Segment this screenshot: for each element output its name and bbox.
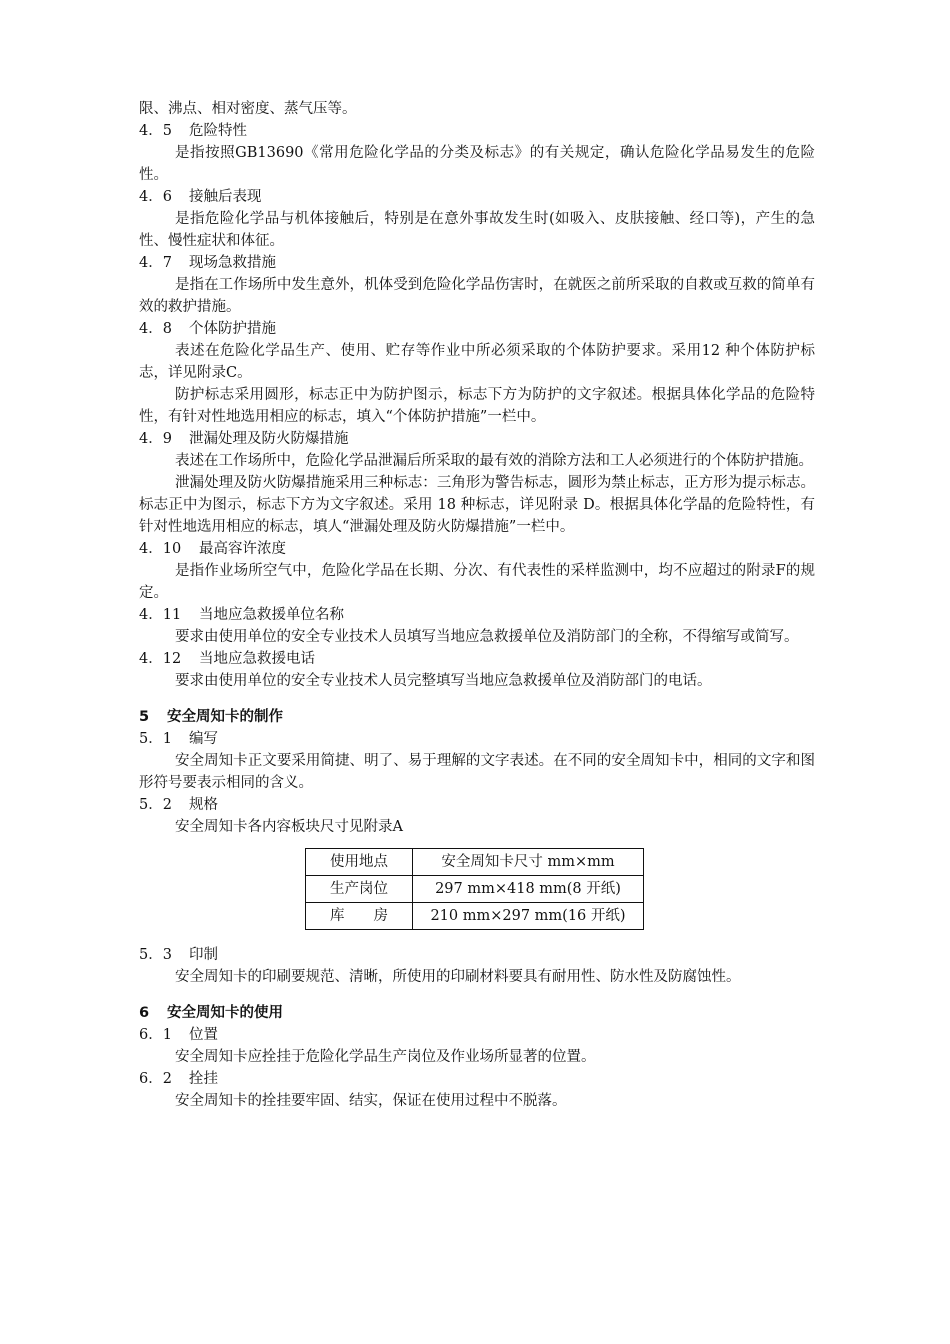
- paragraph: 安全周知卡的拴挂要牢固、结实，保证在使用过程中不脱落。: [175, 1093, 567, 1109]
- document-page: [139, 98, 815, 1112]
- section-heading: [139, 252, 815, 274]
- section-heading: [139, 318, 815, 340]
- table-header-cell: 使用地点: [306, 849, 413, 876]
- chapter-heading: [139, 706, 815, 728]
- section-title: 编写: [189, 731, 218, 747]
- size-table-wrapper: [305, 848, 815, 930]
- section-title: 当地应急救援电话: [199, 651, 315, 667]
- chapter-number: 6: [139, 1005, 150, 1021]
- section-title: 危险特性: [189, 123, 247, 139]
- section-heading: [139, 186, 815, 208]
- section-number: 4．10: [139, 541, 182, 557]
- paragraph: 安全周知卡各内容板块尺寸见附录A: [175, 819, 403, 835]
- chapter-heading: [139, 1002, 815, 1024]
- section-heading: [139, 1024, 815, 1046]
- paragraph: 是指按照GB13690《常用危险化学品的分类及标志》的有关规定，确认危险化学品易发生的危险性。: [139, 145, 815, 183]
- section-title: 泄漏处理及防火防爆措施: [189, 431, 349, 447]
- section-number: 5．3: [139, 947, 172, 963]
- paragraph: 是指作业场所空气中，危险化学品在长期、分次、有代表性的采样监测中，均不应超过的附录F的规定。: [139, 563, 815, 601]
- table-row: [306, 903, 644, 930]
- section-title: 当地应急救援单位名称: [199, 607, 344, 623]
- section-heading: [139, 538, 815, 560]
- section-number: 4．11: [139, 607, 182, 623]
- section-number: 6．2: [139, 1071, 172, 1087]
- section-number: 6．1: [139, 1027, 172, 1043]
- paragraph: 防护标志采用圆形，标志正中为防护图示，标志下方为防护的文字叙述。根据具体化学品的危险特性，有针对性地选用相应的标志，填入“个体防护措施”一栏中。: [139, 387, 815, 425]
- section-heading: [139, 944, 815, 966]
- table-cell: 库 房: [306, 903, 413, 930]
- paragraph: 安全周知卡应拴挂于危险化学品生产岗位及作业场所显著的位置。: [175, 1049, 596, 1065]
- section-heading: [139, 728, 815, 750]
- section-title: 印制: [189, 947, 218, 963]
- paragraph: 泄漏处理及防火防爆措施采用三种标志：三角形为警告标志，圆形为禁止标志，正方形为提示标志。标志正中为图示，标志下方为文字叙述。采用 18 种标志，详见附录 D。根据具体化学晶的危险特性，有针对性地选用相应的标志，填人“泄漏处理及防火防爆措施”一栏中。: [139, 475, 815, 535]
- paragraph: 限、沸点、相对密度、蒸气压等。: [139, 101, 357, 117]
- section-title: 接触后表现: [189, 189, 262, 205]
- paragraph: 安全周知卡正文要采用简捷、明了、易于理解的文字表述。在不同的安全周知卡中，相同的文字和图形符号要表示相同的含义。: [139, 753, 815, 791]
- paragraph: 是指在工作场所中发生意外，机体受到危险化学品伤害时，在就医之前所采取的自救或互救的简单有效的救护措施。: [139, 277, 815, 315]
- table-cell: 297 mm×418 mm(8 开纸): [413, 876, 644, 903]
- size-table: [305, 848, 644, 930]
- table-header-row: [306, 849, 644, 876]
- paragraph: 安全周知卡的印刷要规范、清晰，所使用的印刷材料要具有耐用性、防水性及防腐蚀性。: [175, 969, 741, 985]
- paragraph: 表述在危险化学品生产、使用、贮存等作业中所必须采取的个体防护要求。采用12 种个体防护标志，详见附录C。: [139, 343, 815, 381]
- paragraph: 表述在工作场所中，危险化学品泄漏后所采取的最有效的消除方法和工人必须进行的个体防护措施。: [175, 453, 813, 469]
- section-number: 4．7: [139, 255, 172, 271]
- section-number: 4．9: [139, 431, 172, 447]
- section-title: 拴挂: [189, 1071, 218, 1087]
- paragraph: 是指危险化学品与机体接触后，特别是在意外事故发生时(如吸入、皮肤接触、经口等)，产生的急性、慢性症状和体征。: [139, 211, 815, 249]
- section-heading: [139, 794, 815, 816]
- section-number: 5．1: [139, 731, 172, 747]
- section-heading: [139, 1068, 815, 1090]
- table-header-cell: 安全周知卡尺寸 mm×mm: [413, 849, 644, 876]
- paragraph: 要求由使用单位的安全专业技术人员填写当地应急救援单位及消防部门的全称，不得缩写或简写。: [175, 629, 799, 645]
- section-heading: [139, 648, 815, 670]
- section-title: 规格: [189, 797, 218, 813]
- section-heading: [139, 428, 815, 450]
- section-number: 5．2: [139, 797, 172, 813]
- table-cell: 210 mm×297 mm(16 开纸): [413, 903, 644, 930]
- section-title: 最高容许浓度: [199, 541, 286, 557]
- chapter-number: 5: [139, 709, 150, 725]
- section-title: 个体防护措施: [189, 321, 276, 337]
- section-number: 4．5: [139, 123, 172, 139]
- paragraph: 要求由使用单位的安全专业技术人员完整填写当地应急救援单位及消防部门的电话。: [175, 673, 712, 689]
- section-heading: [139, 604, 815, 626]
- section-number: 4．12: [139, 651, 182, 667]
- chapter-title: 安全周知卡的使用: [167, 1005, 283, 1021]
- section-number: 4．6: [139, 189, 172, 205]
- section-title: 现场急救措施: [189, 255, 276, 271]
- section-title: 位置: [189, 1027, 218, 1043]
- table-row: [306, 876, 644, 903]
- chapter-title: 安全周知卡的制作: [167, 709, 283, 725]
- section-number: 4．8: [139, 321, 172, 337]
- table-cell: 生产岗位: [306, 876, 413, 903]
- section-heading: [139, 120, 815, 142]
